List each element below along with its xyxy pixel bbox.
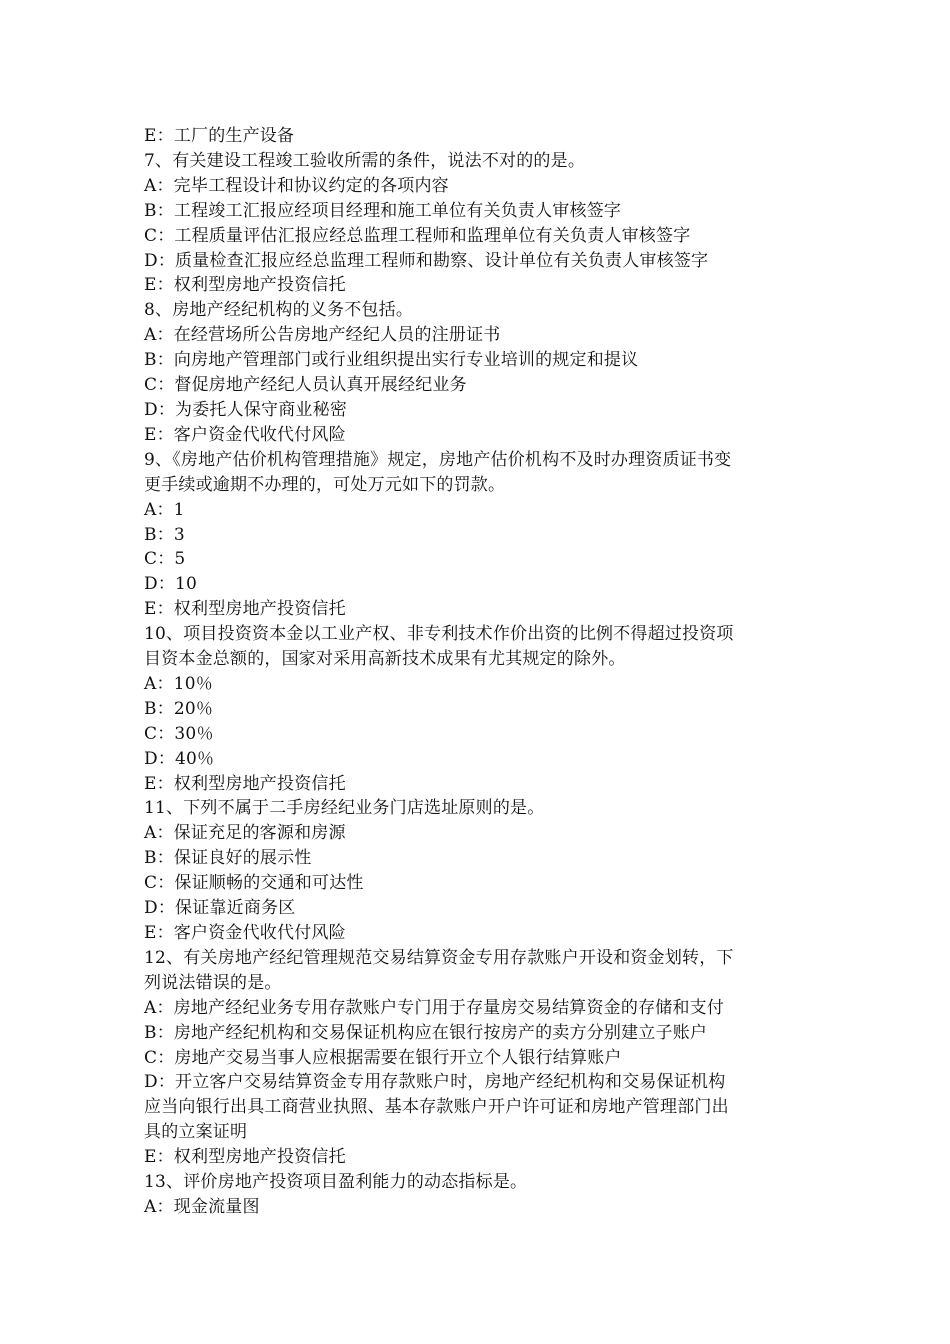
option-line: C：5 [144,549,186,570]
option-line: E：客户资金代收代付风险 [144,424,346,445]
question-8-stem: 8、房地产经纪机构的义务不包括。 [144,300,414,321]
option-line-cont: 具的立案证明 [144,1122,248,1143]
option-line: E：权利型房地产投资信托 [144,773,346,794]
option-line: E：客户资金代收代付风险 [144,923,346,943]
option-line: D：10 [144,574,198,595]
text-line: E：工厂的生产设备 [144,126,295,146]
option-line: B：20％ [144,698,214,719]
question-7-stem: 7、有关建设工程竣工验收所需的条件，说法不对的的是。 [144,150,586,171]
option-line: B：3 [144,524,185,545]
option-line: A：10％ [144,673,213,694]
option-line: C：30％ [144,723,214,744]
option-line-cont: 应当向银行出具工商营业执照、基本存款账户开户许可证和房地产管理部门出 [144,1097,729,1118]
option-line: D：开立客户交易结算资金专用存款账户时，房地产经纪机构和交易保证机构 [144,1072,726,1093]
option-line: A：房地产经纪业务专用存款账户专门用于存量房交易结算资金的存储和支付 [144,997,725,1018]
question-13-stem: 13、评价房地产投资项目盈利能力的动态指标是。 [144,1172,528,1193]
option-line: A：1 [144,499,185,520]
option-line: B：保证良好的展示性 [144,848,312,869]
question-11-stem: 11、下列不属于二手房经纪业务门店选址原则的是。 [144,798,545,819]
option-line: A：完毕工程设计和协议约定的各项内容 [144,175,449,196]
option-line: A：在经营场所公告房地产经纪人员的注册证书 [144,325,501,346]
option-line: D：质量检查汇报应经总监理工程师和勘察、设计单位有关负责人审核签字 [144,250,709,271]
option-line: C：督促房地产经纪人员认真开展经纪业务 [144,375,467,396]
document-page [144,124,816,1220]
option-line: D：40％ [144,748,215,769]
option-line: E：权利型房地产投资信托 [144,275,346,296]
question-12-stem-cont: 列说法错误的是。 [144,972,282,993]
option-line: C：房地产交易当事人应根据需要在银行开立个人银行结算账户 [144,1047,622,1068]
question-9-stem: 9、《房地产估价机构管理措施》规定，房地产估价机构不及时办理资质证书变 [144,449,732,470]
option-line: D：保证靠近商务区 [144,898,296,919]
option-line: D：为委托人保守商业秘密 [144,399,348,420]
question-12-stem: 12、有关房地产经纪管理规范交易结算资金专用存款账户开设和资金划转，下 [144,947,734,968]
option-line: C：保证顺畅的交通和可达性 [144,873,364,894]
option-line: A：保证充足的客源和房源 [144,823,346,844]
option-line: A：现金流量图 [144,1196,260,1217]
question-9-stem-cont: 更手续或逾期不办理的，可处万元如下的罚款。 [144,474,506,495]
option-line: B：工程竣工汇报应经项目经理和施工单位有关负责人审核签字 [144,200,622,221]
question-10-stem-cont: 目资本金总额的，国家对采用高新技术成果有尤其规定的除外。 [144,649,626,670]
option-line: B：向房地产管理部门或行业组织提出实行专业培训的规定和提议 [144,350,639,371]
option-line: C：工程质量评估汇报应经总监理工程师和监理单位有关负责人审核签字 [144,225,691,246]
option-line: E：权利型房地产投资信托 [144,599,346,620]
option-line: E：权利型房地产投资信托 [144,1147,346,1168]
option-line: B：房地产经纪机构和交易保证机构应在银行按房产的卖方分别建立子账户 [144,1022,708,1043]
question-10-stem: 10、项目投资资本金以工业产权、非专利技术作价出资的比例不得超过投资项 [144,624,734,645]
